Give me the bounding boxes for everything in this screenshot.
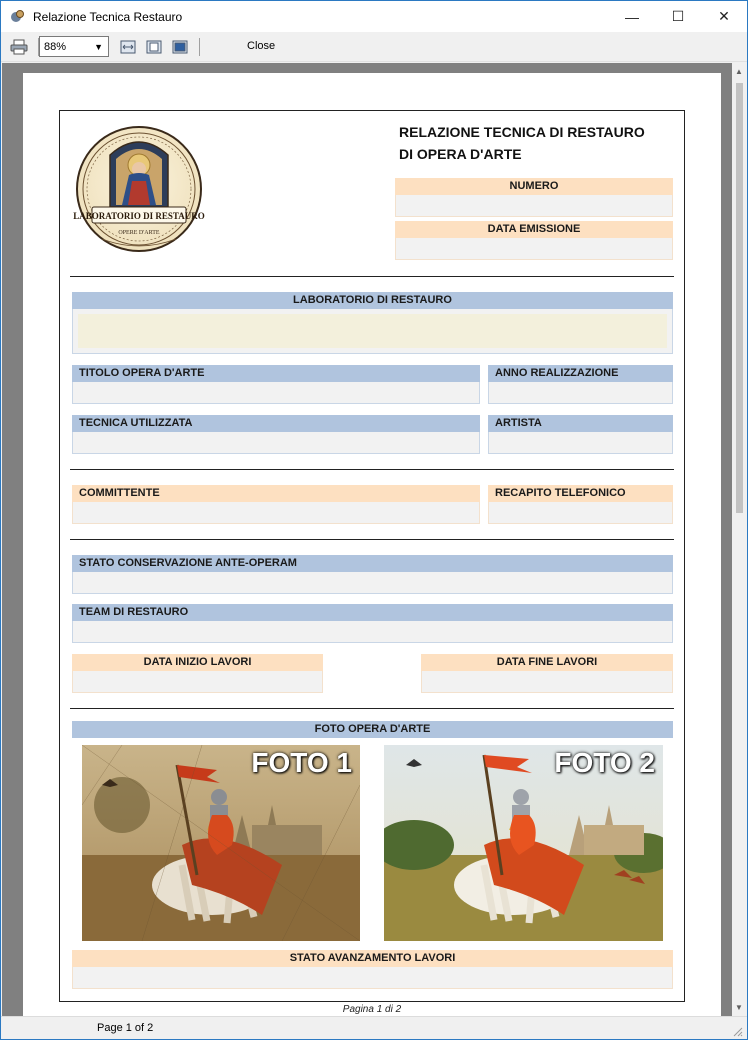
vertical-scrollbar[interactable] [732, 63, 747, 1016]
scroll-up-icon[interactable]: ▲ [735, 67, 743, 76]
artista-value[interactable] [488, 432, 673, 454]
close-window-button[interactable]: ✕ [718, 8, 730, 24]
field-label: DATA FINE LAVORI [421, 654, 673, 671]
field-label: TEAM DI RESTAURO [72, 604, 673, 621]
lab-logo [72, 121, 206, 259]
numero-value[interactable] [395, 195, 673, 217]
scrollbar-thumb[interactable] [736, 83, 743, 513]
field-anno [488, 365, 673, 404]
field-stato-avanzamento [72, 950, 673, 989]
field-label: FOTO OPERA D'ARTE [72, 721, 673, 738]
field-team [72, 604, 673, 643]
status-bar [1, 1016, 747, 1040]
stato-avanzamento-value[interactable] [72, 967, 673, 989]
field-label: STATO AVANZAMENTO LAVORI [72, 950, 673, 967]
logo-name: LABORATORIO DI RESTAURO [73, 211, 205, 221]
recapito-value[interactable] [488, 502, 673, 524]
page-width-icon[interactable] [118, 37, 138, 57]
field-laboratorio [72, 292, 673, 354]
chevron-down-icon: ▼ [94, 41, 103, 52]
field-titolo [72, 365, 480, 404]
app-icon [10, 9, 26, 25]
divider [70, 276, 674, 277]
anno-value[interactable] [488, 382, 673, 404]
field-label: STATO CONSERVAZIONE ANTE-OPERAM [72, 555, 673, 572]
field-label: TECNICA UTILIZZATA [72, 415, 480, 432]
field-label: LABORATORIO DI RESTAURO [72, 292, 673, 309]
divider [70, 539, 674, 540]
report-title [399, 121, 679, 165]
field-data-inizio [72, 654, 323, 693]
photo-1[interactable] [82, 745, 360, 941]
field-recapito [488, 485, 673, 524]
data-inizio-value[interactable] [72, 671, 323, 693]
field-tecnica [72, 415, 480, 454]
report-title-line1: RELAZIONE TECNICA DI RESTAURO [399, 124, 645, 140]
report-page [23, 73, 721, 1016]
close-button[interactable]: Close [247, 40, 276, 52]
photo-1-label: FOTO 1 [251, 747, 352, 778]
committente-value[interactable] [72, 502, 480, 524]
tecnica-value[interactable] [72, 432, 480, 454]
whole-page-icon[interactable] [144, 37, 164, 57]
field-label: ARTISTA [488, 415, 673, 432]
window-title: Relazione Tecnica Restauro [33, 9, 183, 24]
page-footer: Pagina 1 di 2 [342, 1004, 402, 1015]
data-emissione-value[interactable] [395, 238, 673, 260]
zoom-value: 88% [44, 40, 67, 53]
resize-grip-icon[interactable] [733, 1027, 743, 1037]
print-icon[interactable] [9, 37, 29, 57]
field-label: NUMERO [395, 178, 673, 195]
two-pages-icon[interactable] [170, 37, 190, 57]
field-artista [488, 415, 673, 454]
field-data-emissione [395, 221, 673, 260]
minimize-button[interactable]: — [625, 8, 639, 25]
field-label: DATA EMISSIONE [395, 221, 673, 238]
team-value[interactable] [72, 621, 673, 643]
divider [70, 469, 674, 470]
photo-2[interactable] [384, 745, 663, 941]
field-label: ANNO REALIZZAZIONE [488, 365, 673, 382]
field-data-fine [421, 654, 673, 693]
photo-2-label: FOTO 2 [554, 747, 655, 778]
field-committente [72, 485, 480, 524]
maximize-button[interactable]: ☐ [671, 8, 685, 24]
data-fine-value[interactable] [421, 671, 673, 693]
title-bar [1, 1, 747, 32]
page-count: Page 1 of 2 [97, 1022, 154, 1034]
toolbar [1, 32, 747, 62]
scroll-down-icon[interactable]: ▼ [735, 1003, 743, 1012]
field-label: TITOLO OPERA D'ARTE [72, 365, 480, 382]
field-label: DATA INIZIO LAVORI [72, 654, 323, 671]
field-numero [395, 178, 673, 217]
logo-subtitle: OPERE D'ARTE [118, 230, 160, 236]
titolo-value[interactable] [72, 382, 480, 404]
field-stato-conservazione [72, 555, 673, 594]
field-label: COMMITTENTE [72, 485, 480, 502]
report-title-line2: DI OPERA D'ARTE [399, 146, 522, 162]
page-frame [59, 110, 685, 1002]
document-viewport[interactable] [2, 63, 732, 1016]
laboratorio-value[interactable] [72, 309, 673, 354]
zoom-select[interactable] [39, 36, 109, 57]
field-foto [72, 721, 673, 739]
stato-conservazione-value[interactable] [72, 572, 673, 594]
divider [70, 708, 674, 709]
field-label: RECAPITO TELEFONICO [488, 485, 673, 502]
